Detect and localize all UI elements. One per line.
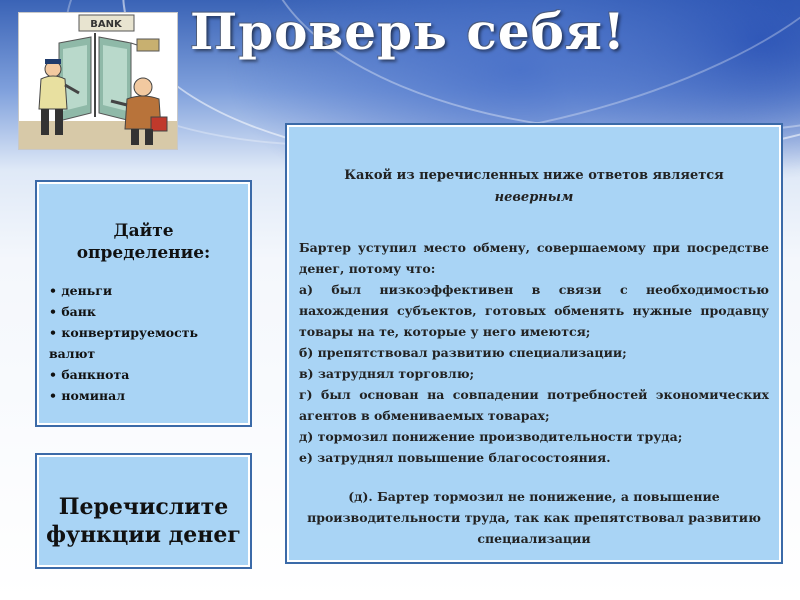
bank-illustration-icon: [19, 13, 177, 149]
define-box: [37, 182, 250, 425]
question-line1: Какой из перечисленных ниже ответов является: [344, 168, 724, 183]
term-item: • номинал: [49, 385, 248, 406]
answer-option: б) препятствовал развитию специализации;: [299, 345, 627, 360]
answer-option: д) тормозил понижение производительности труда;: [299, 429, 683, 444]
define-heading: [39, 220, 248, 264]
term-list: [39, 280, 248, 406]
term-item: • конвертируемость валют: [49, 322, 248, 364]
term-item: • банкнота: [49, 364, 248, 385]
term-item: • банк: [49, 301, 248, 322]
question-stem: Бартер уступил место обмену, совершаемому при посредстве денег, потому что:: [299, 240, 769, 276]
answer-option: в) затруднял торговлю;: [299, 366, 475, 381]
question-emphasis: неверным: [494, 190, 574, 205]
define-heading-line2: определение:: [76, 243, 211, 263]
answer-option: г) был основан на совпадении потребностей экономических агентов в обмениваемых товарах;: [299, 387, 769, 423]
term-item: • деньги: [49, 280, 248, 301]
functions-line2: функции денег: [46, 522, 241, 548]
bank-sign-text: BANK: [90, 19, 122, 30]
correct-answer: (д). Бартер тормозил не понижение, а повышение производительности труда, так как препятствовал развитию специализации: [307, 489, 761, 546]
answer-option: а) был низкоэффективен в связи с необходимостью нахождения субъектов, готовых обменять нужные продавцу товары на те, которые у него имеются;: [299, 282, 769, 339]
slide-title: Проверь себя!: [190, 2, 626, 61]
question-box: [287, 125, 781, 562]
functions-box: [37, 455, 250, 567]
bank-clipart-image: [18, 12, 178, 150]
define-heading-line1: Дайте: [113, 221, 174, 241]
functions-text: [39, 493, 248, 549]
answer-option: е) затруднял повышение благосостояния.: [299, 450, 611, 465]
question-body: [299, 237, 769, 468]
functions-line1: Перечислите: [58, 494, 229, 520]
question-heading: [289, 165, 779, 209]
